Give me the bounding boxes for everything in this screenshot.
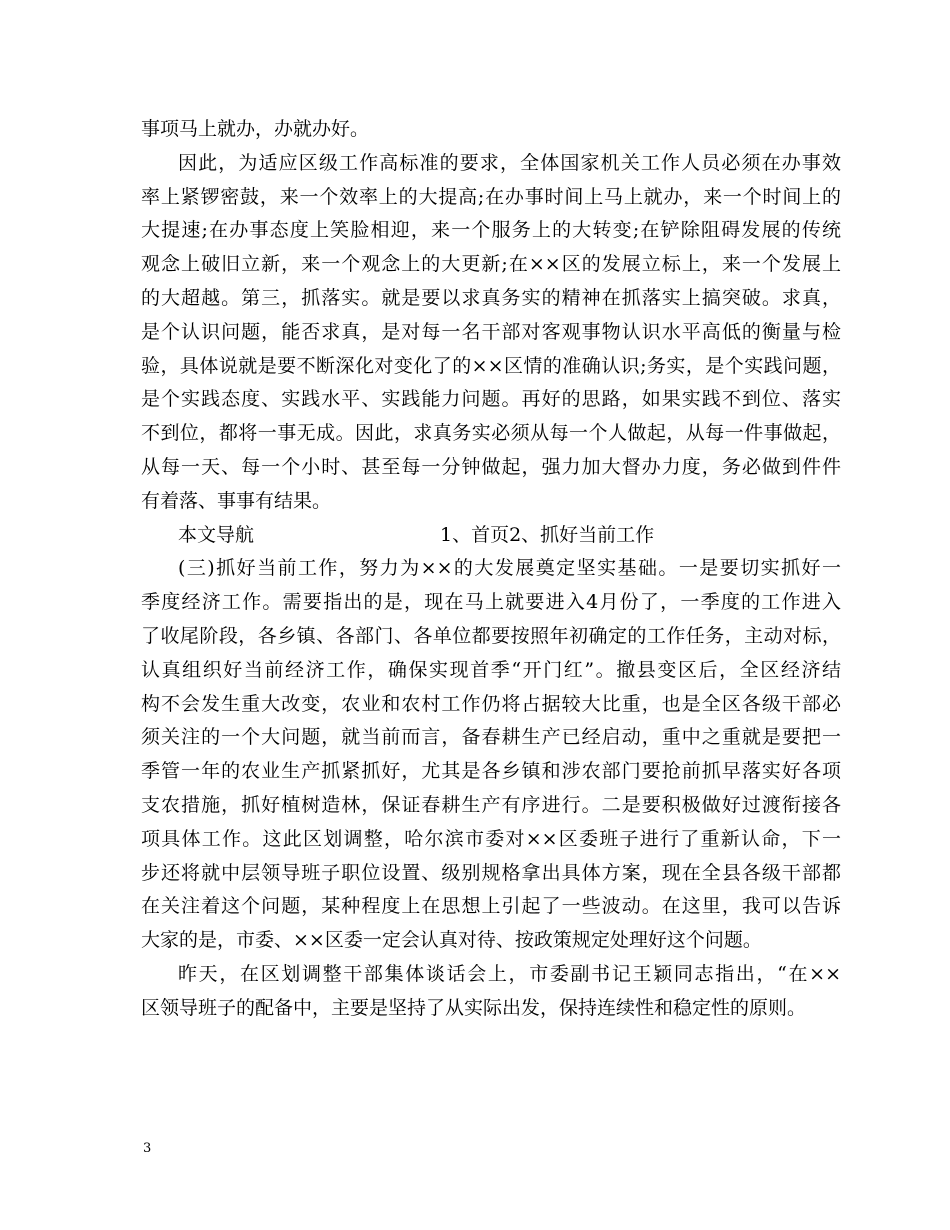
body-text-line: 从每一天、每一个小时、甚至每一分钟做起，强力加大督办力度，务必做到件件 (141, 455, 841, 478)
text-block-2 (141, 552, 841, 1025)
body-text-line: 季度经济工作。需要指出的是，现在马上就要进入4月份了，一季度的工作进入 (141, 591, 841, 614)
body-text-line: 观念上破旧立新，来一个观念上的大更新;在××区的发展立标上，来一个发展上 (141, 253, 841, 276)
navigation-title: 本文导航 (178, 523, 255, 546)
text-block-1 (141, 113, 841, 519)
navigation-links (440, 519, 654, 553)
body-text-line: 构不会发生重大改变，农业和农村工作仍将占据较大比重，也是全区各级干部必 (141, 692, 841, 715)
body-text-line: 不到位，都将一事无成。因此，求真务实必须从每一个人做起，从每一件事做起， (141, 422, 841, 445)
body-text-line: 的大超越。第三，抓落实。就是要以求真务实的精神在抓落实上搞突破。求真， (141, 286, 841, 309)
body-text-line: 事项马上就办，办就办好。 (141, 118, 370, 140)
body-text-line: 须关注的一个大问题，就当前而言，备春耕生产已经启动，重中之重就是要把一 (141, 726, 841, 749)
nav-link-current-work[interactable]: 2、抓好当前工作 (509, 523, 655, 546)
body-text-line: 区领导班子的配备中，主要是坚持了从实际出发，保持连续性和稳定性的原则。 (141, 996, 807, 1019)
body-text-line: 是个实践态度、实践水平、实践能力问题。再好的思路，如果实践不到位、落实 (141, 388, 841, 411)
body-text-line: 是个认识问题，能否求真，是对每一名干部对客观事物认识水平高低的衡量与检 (141, 320, 841, 343)
body-text-line: 了收尾阶段，各乡镇、各部门、各单位都要按照年初确定的工作任务，主动对标， (141, 624, 841, 647)
body-text-line: 昨天，在区划调整干部集体谈话会上，市委副书记王颖同志指出，“在×× (178, 962, 841, 985)
body-text-line: 大家的是，市委、××区委一定会认真对待、按政策规定处理好这个问题。 (141, 929, 762, 952)
body-text-line: 因此，为适应区级工作高标准的要求，全体国家机关工作人员必须在办事效 (178, 151, 841, 174)
body-text-line: 大提速;在办事态度上笑脸相迎，来一个服务上的大转变;在铲除阻碍发展的传统 (141, 219, 841, 242)
page-number: 3 (143, 1141, 152, 1156)
body-text-line: (三)抓好当前工作，努力为××的大发展奠定坚实基础。一是要切实抓好一 (178, 557, 841, 580)
body-text-line: 步还将就中层领导班子职位设置、级别规格拿出具体方案，现在全县各级干部都 (141, 861, 841, 884)
article-navigation (141, 519, 841, 553)
nav-link-home[interactable]: 1、首页 (440, 523, 510, 546)
body-text-line: 项具体工作。这此区划调整，哈尔滨市委对××区委班子进行了重新认命，下一 (141, 827, 841, 850)
body-text-line: 率上紧锣密鼓，来一个效率上的大提高;在办事时间上马上就办，来一个时间上的 (141, 185, 841, 208)
body-text-line: 认真组织好当前经济工作，确保实现首季“开门红”。撤县变区后，全区经济结 (141, 658, 841, 681)
body-text-line: 支农措施，抓好植树造林，保证春耕生产有序进行。二是要积极做好过渡衔接各 (141, 793, 841, 816)
document-body (141, 113, 841, 1026)
body-text-line: 季管一年的农业生产抓紧抓好，尤其是各乡镇和涉农部门要抢前抓早落实好各项 (141, 760, 841, 783)
body-text-line: 在关注着这个问题，某种程度上在思想上引起了一些波动。在这里，我可以告诉 (141, 895, 841, 918)
body-text-line: 有着落、事事有结果。 (141, 489, 332, 512)
body-text-line: 验，具体说就是要不断深化对变化了的××区情的准确认识;务实，是个实践问题， (141, 354, 841, 377)
